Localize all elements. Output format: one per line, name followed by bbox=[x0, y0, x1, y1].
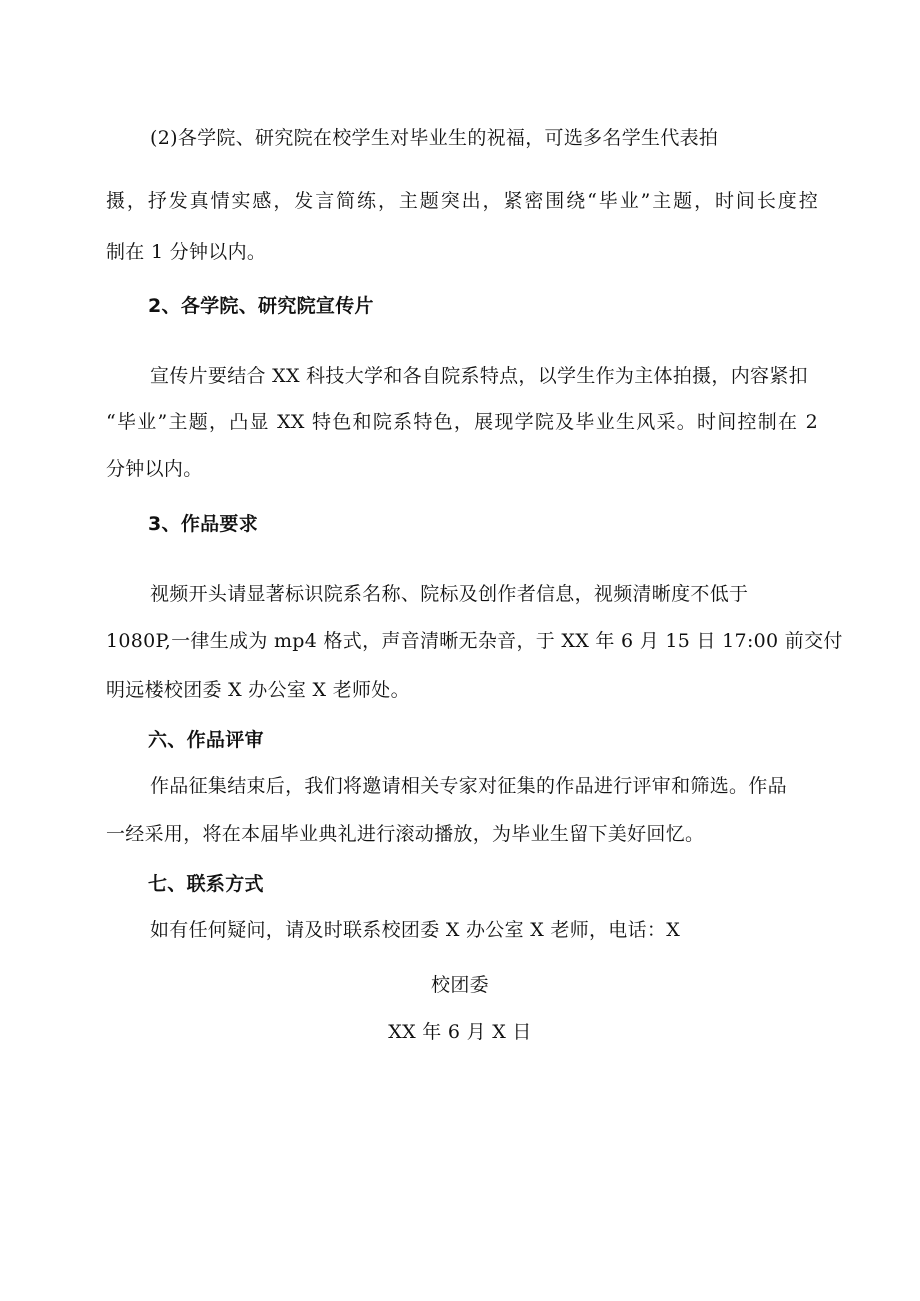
paragraph-line: 视频开头请显著标识院系名称、院标及创作者信息，视频清晰度不低于 bbox=[150, 583, 749, 605]
signature-org: 校团委 bbox=[431, 974, 489, 996]
paragraph-line: 宣传片要结合 XX 科技大学和各自院系特点，以学生作为主体拍摄，内容紧扣 bbox=[150, 365, 808, 387]
paragraph-line: 1080P,一律生成为 mp4 格式，声音清晰无杂音，于 XX 年 6 月 15 日 17:00 前交付 bbox=[106, 630, 843, 652]
paragraph-line: 作品征集结束后，我们将邀请相关专家对征集的作品进行评审和筛选。作品 bbox=[150, 775, 787, 797]
signature-date: XX 年 6 月 X 日 bbox=[388, 1021, 532, 1043]
paragraph-line: 分钟以内。 bbox=[106, 458, 203, 480]
paragraph-line: 一经采用，将在本届毕业典礼进行滚动播放，为毕业生留下美好回忆。 bbox=[106, 823, 705, 845]
paragraph-line: 制在 1 分钟以内。 bbox=[106, 241, 267, 263]
paragraph-line: (2)各学院、研究院在校学生对毕业生的祝福，可选多名学生代表拍 bbox=[150, 127, 719, 149]
section-heading: 2、各学院、研究院宣传片 bbox=[148, 295, 374, 317]
paragraph-line: “毕业”主题，凸显 XX 特色和院系特色，展现学院及毕业生风采。时间控制在 2 bbox=[106, 411, 818, 433]
paragraph-line: 明远楼校团委 X 办公室 X 老师处。 bbox=[106, 679, 410, 701]
paragraph-line: 摄，抒发真情实感，发言简练，主题突出，紧密围绕“毕业”主题，时间长度控 bbox=[106, 190, 818, 212]
section-heading: 六、作品评审 bbox=[148, 729, 264, 751]
section-heading: 七、联系方式 bbox=[148, 873, 264, 895]
paragraph-line: 如有任何疑问，请及时联系校团委 X 办公室 X 老师，电话：X bbox=[150, 919, 681, 941]
section-heading: 3、作品要求 bbox=[148, 513, 259, 535]
